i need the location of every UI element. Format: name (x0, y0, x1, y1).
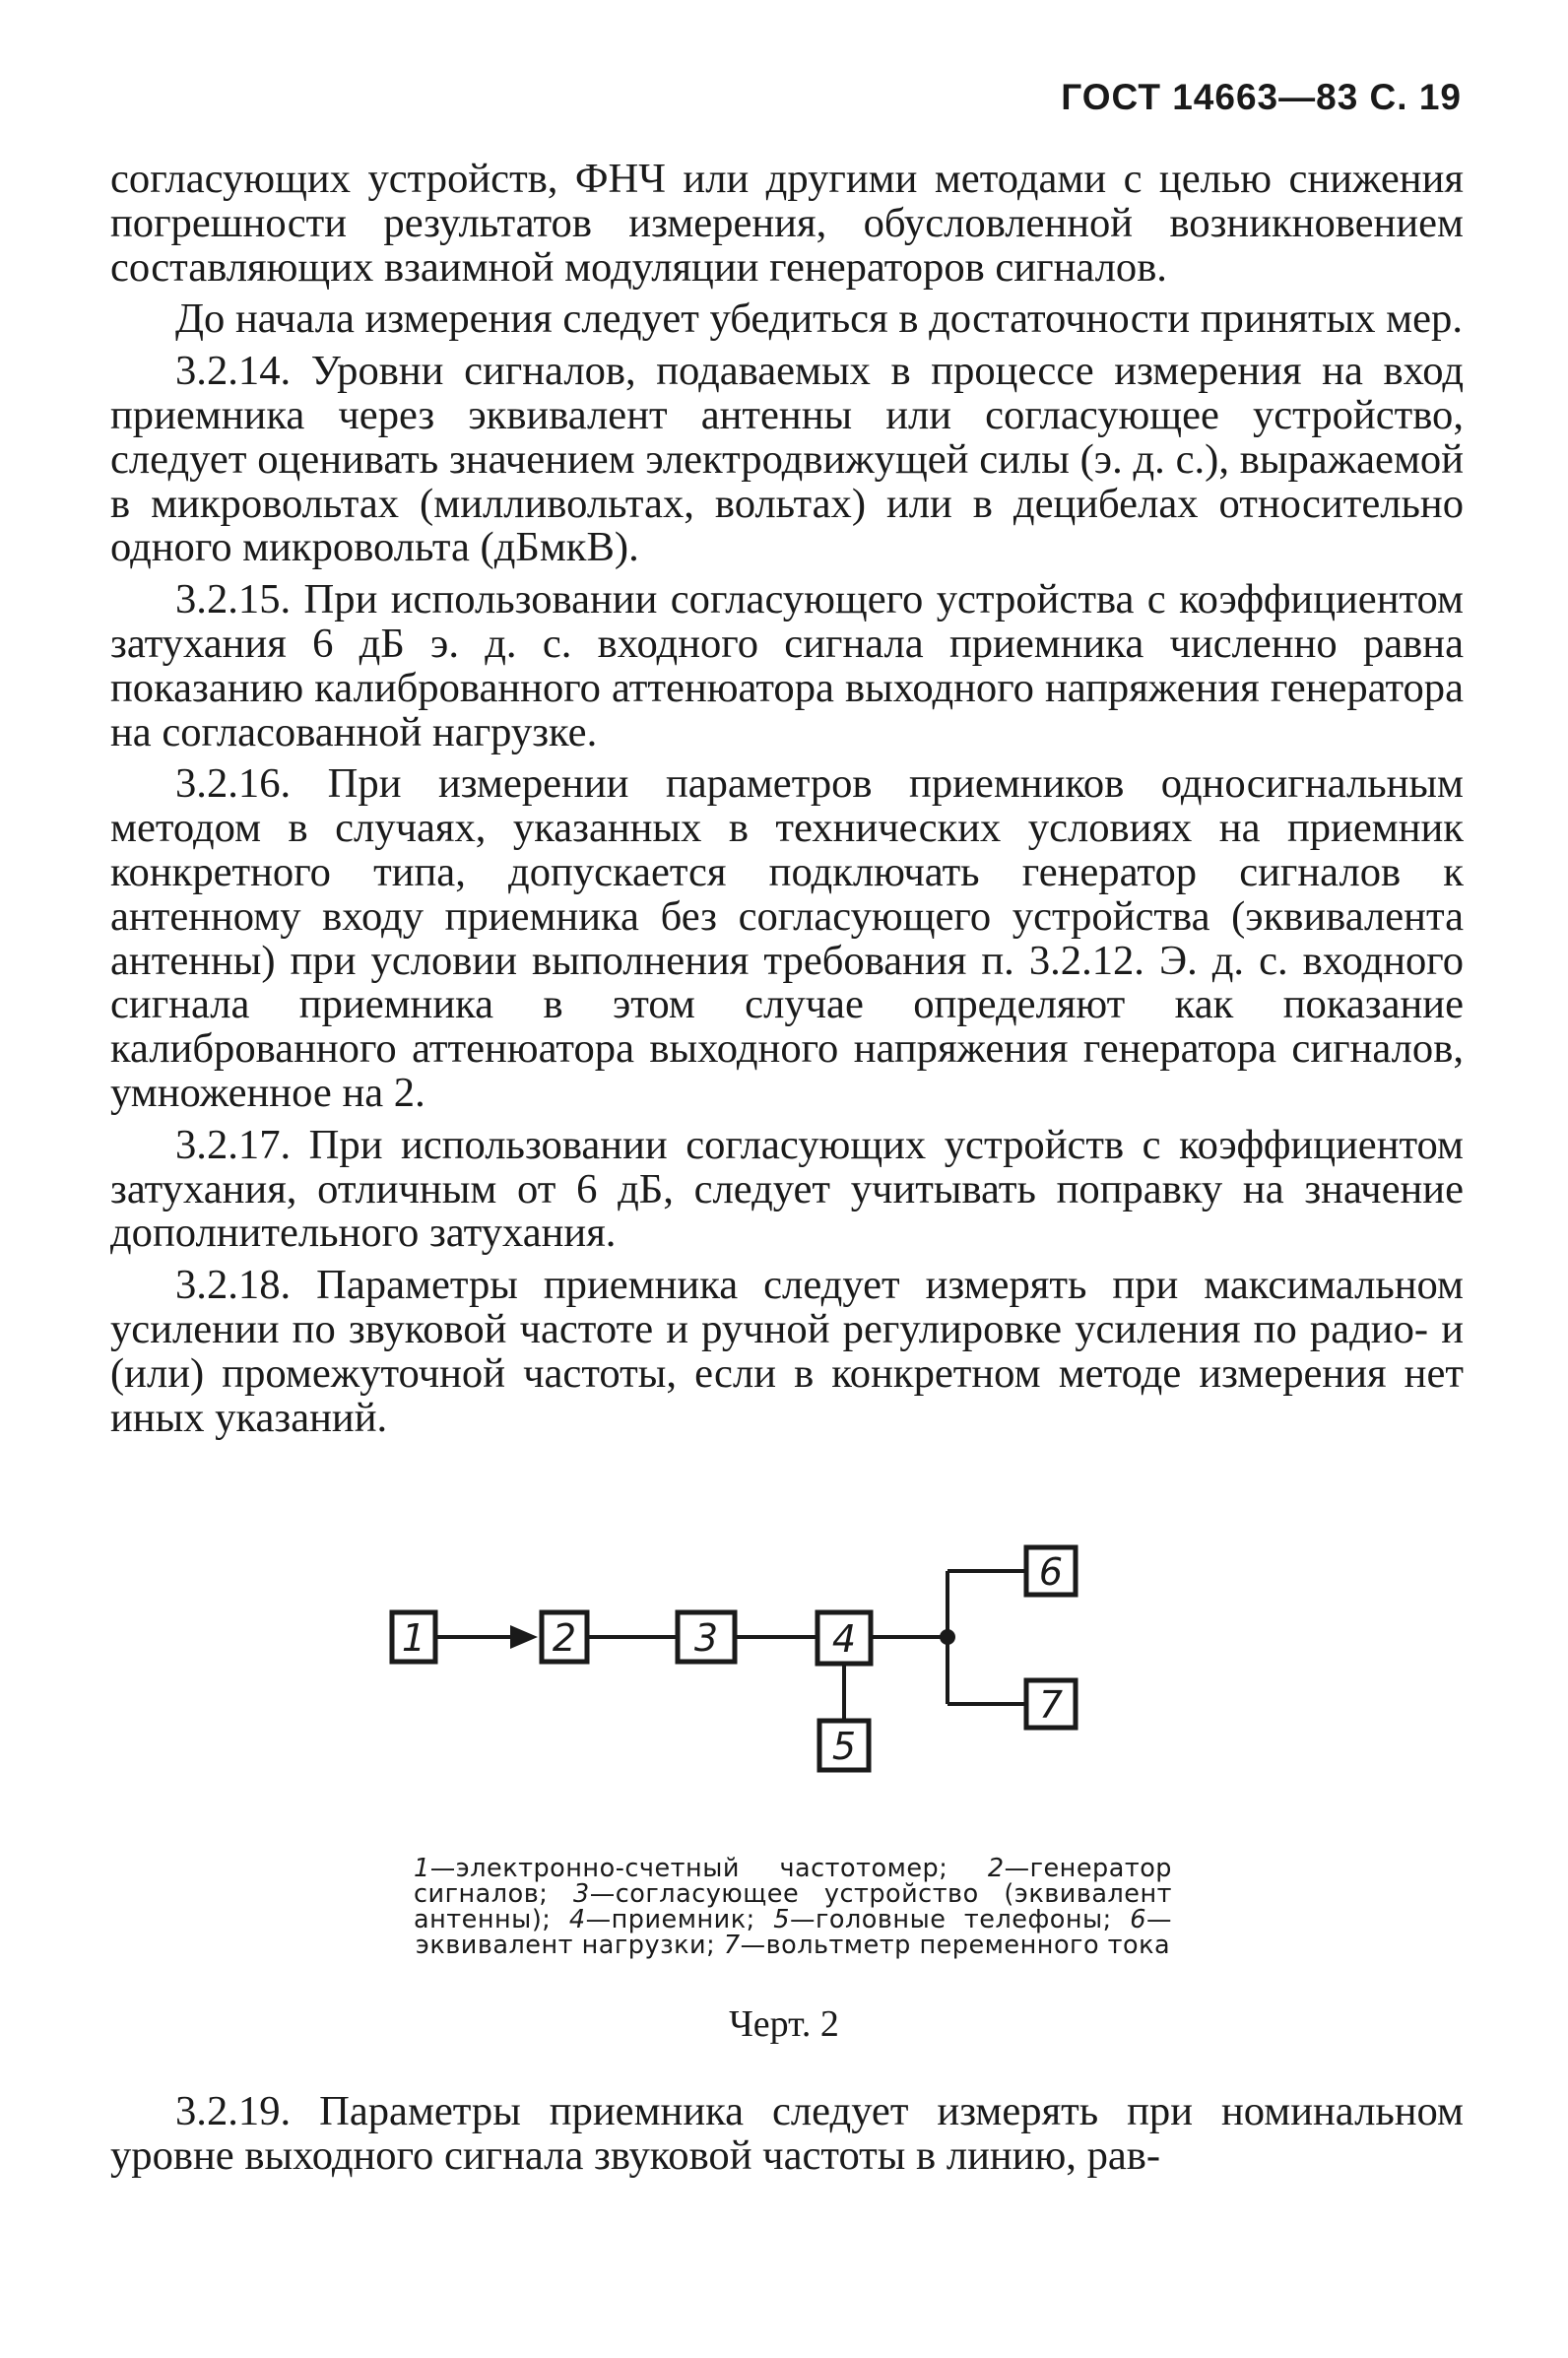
paragraph-3-2-16: 3.2.16. При измерении параметров приемников односигнальным методом в случаях, указанных в технических условиях на приемник конкретного типа, допускается подключать генератор сигналов к антенному входу приемника без согласующего устройства (эквивалента антенны) при условии выполнения требования п. 3.2.12. Э. д. с. входного сигнала приемника в этом случае определяют как показание калиброванного аттенюатора выходного напряжения генератора сигналов, умноженное на 2. (110, 760, 1464, 1116)
legend-num: 6 (1130, 1905, 1147, 1934)
running-header: ГОСТ 14663—83 С. 19 (1061, 77, 1462, 117)
legend-num: 2 (987, 1854, 1005, 1883)
block-diagram (384, 1541, 1133, 1807)
paragraph-3-2-17: 3.2.17. При использовании согласующих устройств с коэффициентом затухания, отличным от 6 дБ, следует учитывать поправку на значение дополнительного затухания. (110, 1121, 1464, 1257)
legend-text: —головные телефоны; (789, 1905, 1131, 1934)
paragraph-3-2-19: 3.2.19. Параметры приемника следует измерять при номинальном уровне выходного сигнала звуковой частоты в линию, рав- (110, 2088, 1464, 2179)
legend-num: 5 (773, 1905, 790, 1934)
legend-num: 4 (568, 1905, 586, 1934)
paragraph-3-2-14: 3.2.14. Уровни сигналов, подаваемых в процессе измерения на вход приемника через эквивалент антенны или согласующее устройство, следует оценивать значением электродвижущей силы (э. д. с.), выражаемой в микровольтах (милливольтах, вольтах) или в децибелах относительно одного микровольта (дБмкВ). (110, 348, 1464, 571)
legend-text: —согласующее устройство (эквивалент антенны); (414, 1879, 1172, 1934)
arrow-head (510, 1625, 538, 1649)
paragraph-continuation: согласующих устройств, ФНЧ или другими методами с целью снижения погрешности результатов измерения, обусловленной возникновением составляющих взаимной модуляции генераторов сигналов. (110, 156, 1464, 291)
legend-text: —электронно-счетный частотомер; (429, 1854, 988, 1883)
paragraph-3-2-15: 3.2.15. При использовании согласующего устройства с коэффициентом затухания 6 дБ э. д. с. входного сигнала приемника численно равна показанию калиброванного аттенюатора выходного напряжения генератора на согласованной нагрузке. (110, 576, 1464, 755)
box-label-1: 1 (401, 1616, 426, 1660)
box-label-3: 3 (693, 1616, 719, 1660)
legend-num: 7 (723, 1931, 741, 1960)
legend-text: —эквивалент нагрузки; (415, 1905, 1173, 1960)
figure-caption: Черт. 2 (729, 2003, 839, 2045)
paragraph-verification: До начала измерения следует убедиться в достаточности принятых мер. (175, 295, 1463, 343)
legend-num: 3 (573, 1879, 590, 1909)
legend-text: —вольтметр переменного тока (740, 1931, 1171, 1960)
body-text-bottom (110, 2090, 1464, 2179)
box-label-5: 5 (831, 1725, 857, 1768)
legend-text: —генератор сигналов; (414, 1854, 1172, 1909)
paragraph-3-2-18: 3.2.18. Параметры приемника следует измерять при максимальном усилении по звуковой частоте и ручной регулировке усиления по радио- и (или) промежуточной частоты, если в конкретном методе измерения нет иных указаний. (110, 1262, 1464, 1441)
box-label-6: 6 (1038, 1550, 1064, 1594)
figure-legend (414, 1856, 1172, 1958)
junction-dot (940, 1629, 955, 1645)
legend-text: —приемник; (585, 1905, 774, 1934)
box-label-2: 2 (552, 1616, 577, 1660)
legend-num: 1 (414, 1854, 430, 1883)
body-text (110, 158, 1464, 1448)
box-label-7: 7 (1038, 1683, 1064, 1727)
box-label-4: 4 (831, 1617, 857, 1661)
block-diagram-svg (384, 1541, 1133, 1807)
